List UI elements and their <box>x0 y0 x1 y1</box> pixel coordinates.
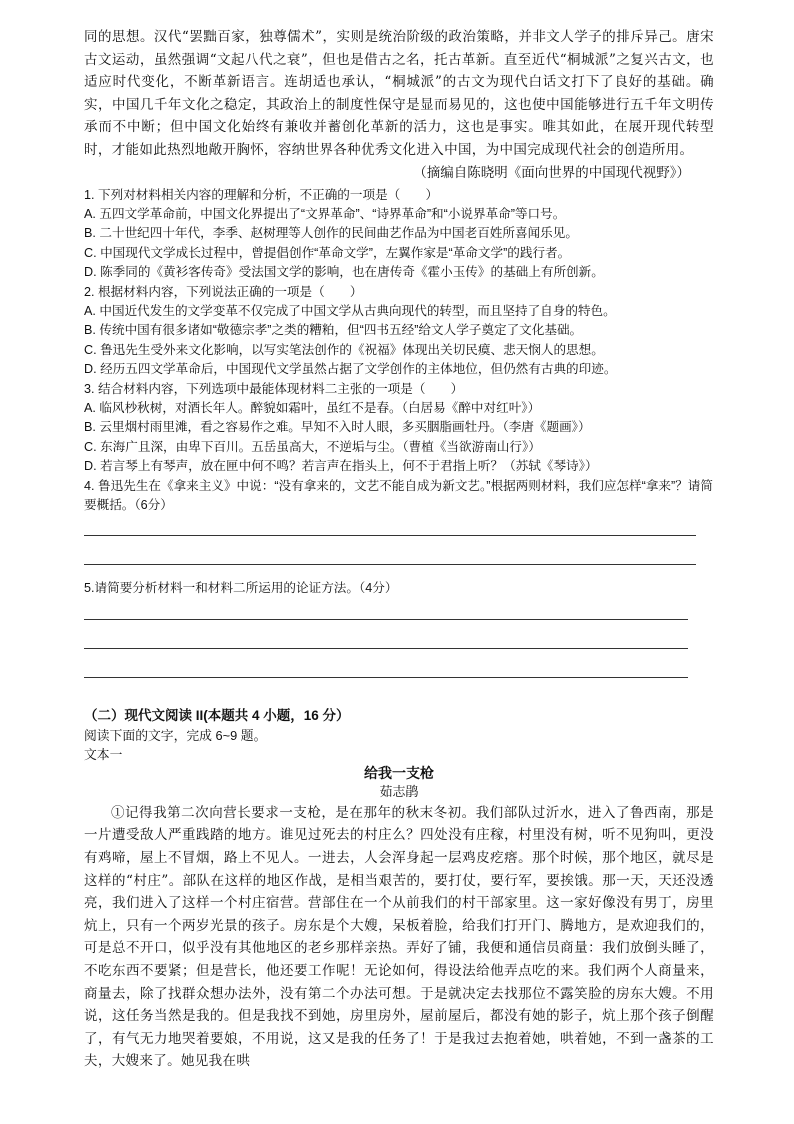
question-stem: 3. 结合材料内容，下列选项中最能体现材料二主张的一项是（ ） <box>84 381 464 396</box>
option-a: A. 中国近代发生的文学变革不仅完成了中国文学从古典向现代的转型，而且坚持了自身的特色。 <box>84 304 616 318</box>
question-3 <box>84 380 714 477</box>
option-c: C. 东海广且深，由卑下百川。五岳虽高大，不逆垢与尘。（曹植《当欲游南山行》） <box>84 439 541 454</box>
answer-line[interactable] <box>84 677 688 678</box>
answer-line[interactable] <box>84 648 688 649</box>
option-b: B. 二十世纪四十年代，李季、赵树理等人创作的民间曲艺作品为中国老百姓所喜闻乐见。 <box>84 226 578 241</box>
exam-page <box>84 26 714 1073</box>
text-label: 文本一 <box>84 746 123 762</box>
question-stem: 2. 根据材料内容，下列说法正确的一项是（ ） <box>84 284 363 299</box>
option-b: B. 传统中国有很多诸如“敬德宗孝”之类的糟粕，但“四书五经”给文人学子奠定了文化基础。 <box>84 323 583 338</box>
story-title: 给我一支枪 <box>364 765 434 782</box>
question-2 <box>84 283 714 380</box>
option-a: A. 五四文学革命前，中国文化界提出了“文界革命”、“诗界革命”和“小说界革命”等口号。 <box>84 206 566 221</box>
question-stem: 1. 下列对材料相关内容的理解和分析，不正确的一项是（ ） <box>84 187 439 202</box>
answer-line[interactable] <box>84 564 696 565</box>
story-body: ①记得我第二次向营长要求一支枪，是在那年的秋末冬初。我们部队过沂水，进入了鲁西南，那是一片遭受敌人严重践踏的地方。谁见过死去的村庄么？四处没有庄稼，村里没有树，听不见狗叫，更没有鸡啼，屋上不冒烟，路上不见人。一进去，人会浑身起一层鸡皮疙瘩。那个时候，那个地区，就尽是这样的“村庄”。部队在这样的地区作战，是相当艰苦的，要打仗，要行军，要挨饿。那一天，天还没透亮，我们进入了这样一个村庄宿营。营部住在一个从前我们的村干部家里。这一家好像没有男丁，房里炕上，只有一个两岁光景的孩子。房东是个大嫂，呆板着脸，给我们打开门、腾地方，是欢迎我们的，可是总不开口，似乎没有其他地区的老乡那样亲热。弄好了铺，我便和通信员商量：我们放倒头睡了，不吃东西不要紧；但是营长，他还要工作呢！无论如何，得设法给他弄点吃的来。我们两个人商量来，商量去，除了找群众想办法外，没有第二个办法可想。于是就决定去找那位不露笑脸的房东大嫂。不用说，这任务当然是我的。但是我找不到她，房里房外，屋前屋后，都没有她的影子，炕上那个孩子倒醒了，有气无力地哭着要娘，不用说，这又是我的任务了！于是我过去抱着她，哄着她，不到一盏茶的工夫，大嫂来了。她见我在哄 <box>84 804 714 1070</box>
option-c: C. 中国现代文学成长过程中，曾提倡创作“革命文学”，左翼作家是“革命文学”的践行者。 <box>84 245 571 260</box>
section-header: （二）现代文阅读 II(本题共 4 小题，16 分） <box>84 707 350 723</box>
option-d: D. 经历五四文学革命后，中国现代文学虽然占据了文学创作的主体地位，但仍然有古典的印迹。 <box>84 362 617 377</box>
option-d: D. 陈季同的《黄衫客传奇》受法国文学的影响，也在唐传奇《霍小玉传》的基础上有所创新。 <box>84 265 604 280</box>
material-two-text: 同的思想。汉代“罢黜百家，独尊儒术”，实则是统治阶级的政治策略，并非文人学子的排斥异己。唐宋古文运动，虽然强调“文起八代之衰”，但也是借古之名，托古革新。直至近代“桐城派”之复兴古文，也适应时代变化，不断革新语言。连胡适也承认，“桐城派”的古文为现代白话文打下了良好的基础。确实，中国几千年文化之稳定，其政治上的制度性保守是显而易见的，这也使中国能够进行五千年文明传承而不中断；但中国文化始终有兼收并蓄创化革新的活力，这也是事实。唯其如此，在展开现代转型时，才能如此热烈地敞开胸怀，容纳世界各种优秀文化进入中国，为中国完成现代社会的创造所用。 <box>84 29 714 158</box>
answer-line[interactable] <box>84 535 696 536</box>
question-1 <box>84 186 714 283</box>
question-5 <box>84 579 714 677</box>
option-d: D. 若言琴上有琴声，放在匣中何不鸣？若言声在指头上，何不于君指上听？（苏轼《琴诗》） <box>84 459 598 474</box>
option-b: B. 云里烟村雨里滩，看之容易作之难。早知不入时人眼，多买胭脂画牡丹。（李唐《题画》） <box>84 420 591 435</box>
option-a: A. 临风杪秋树，对酒长年人。醉貌如霜叶，虽红不是春。（白居易《醉中对红叶》） <box>84 401 541 416</box>
question-4 <box>84 477 714 566</box>
modern-reading-section <box>84 706 714 1073</box>
material-source: （摘编自陈晓明《面向世界的中国现代视野》） <box>413 164 690 181</box>
story-author: 茹志鹃 <box>379 784 419 800</box>
question-stem: 4. 鲁迅先生在《拿来主义》中说：“没有拿来的，文艺不能自成为新文艺。”根据两则材料，我们应怎样“拿来”？请简要概括。（6分） <box>84 478 713 513</box>
option-c: C. 鲁迅先生受外来文化影响，以写实笔法创作的《祝福》体现出关切民瘼、悲天悯人的思想。 <box>84 342 604 357</box>
instruction: 阅读下面的文字，完成 6~9 题。 <box>84 727 267 743</box>
answer-line[interactable] <box>84 619 688 620</box>
question-stem: 5.请简要分析材料一和材料二所运用的论证方法。（4分） <box>84 581 398 596</box>
